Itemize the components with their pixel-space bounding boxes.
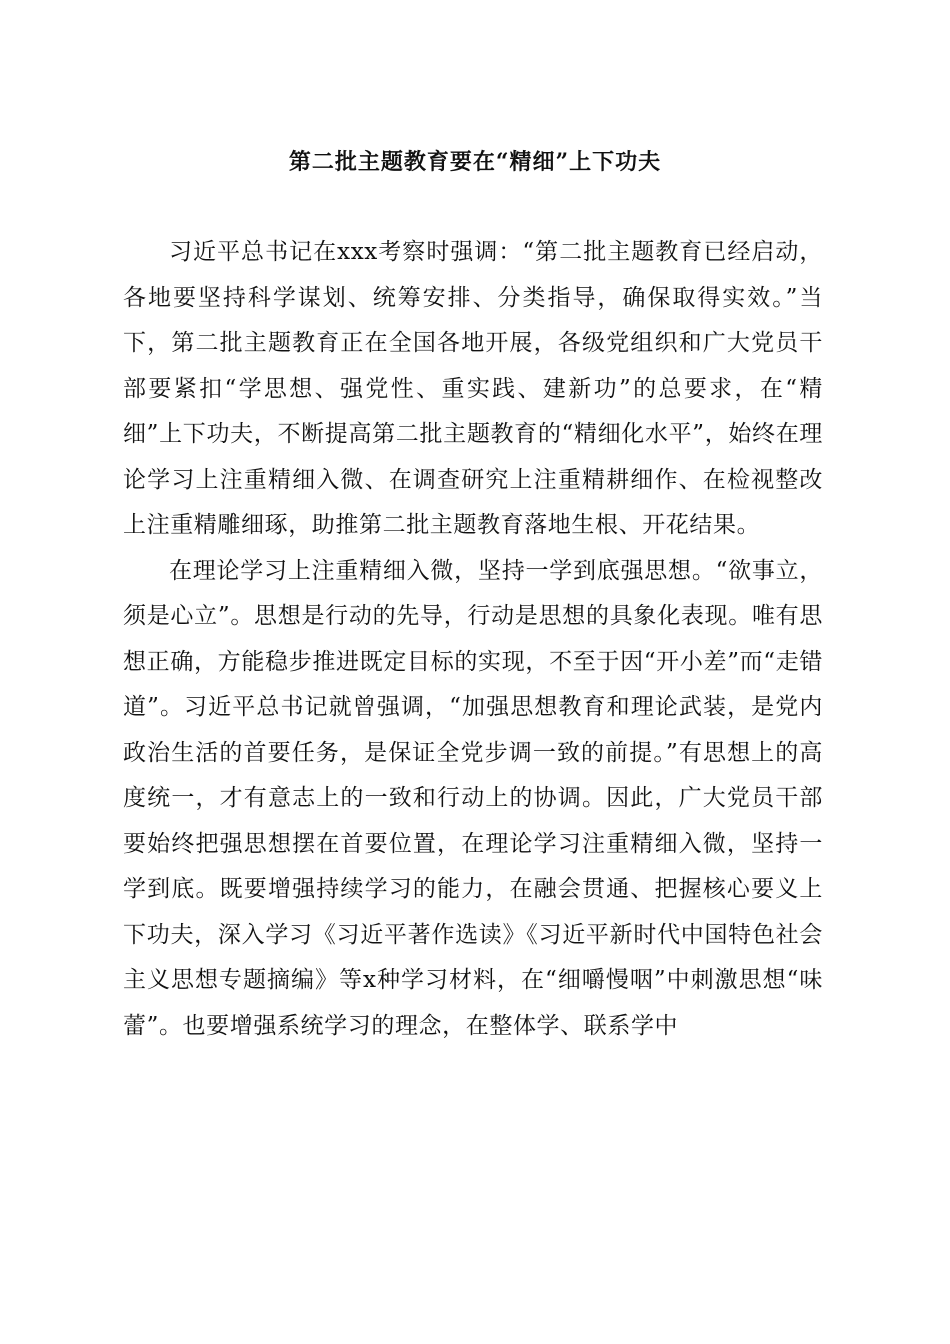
document-body [123, 230, 823, 1049]
paragraph-theory-study: 在理论学习上注重精细入微，坚持一学到底强思想。“欲事立，须是心立”。思想是行动的先导，行动是思想的具象化表现。唯有思想正确，方能稳步推进既定目标的实现，不至于因“开小差”而“走错道”。习近平总书记就曾强调，“加强思想教育和理论武装，是党内政治生活的首要任务，是保证全党步调一致的前提。”有思想上的高度统一，才有意志上的一致和行动上的协调。因此，广大党员干部要始终把强思想摆在首要位置，在理论学习注重精细入微，坚持一学到底。既要增强持续学习的能力，在融会贯通、把握核心要义上下功夫，深入学习《习近平著作选读》《习近平新时代中国特色社会主义思想专题摘编》等x种学习材料，在“细嚼慢咽”中刺激思想“味蕾”。也要增强系统学习的理念，在整体学、联系学中 [123, 557, 823, 1039]
document-title: 第二批主题教育要在“精细”上下功夫 [288, 149, 662, 175]
paragraph-intro: 习近平总书记在xxx考察时强调：“第二批主题教育已经启动，各地要坚持科学谋划、统筹安排、分类指导，确保取得实效。”当下，第二批主题教育正在全国各地开展，各级党组织和广大党员干部要紧扣“学思想、强党性、重实践、建新功”的总要求，在“精细”上下功夫，不断提高第二批主题教育的“精细化水平”，始终在理论学习上注重精细入微、在调查研究上注重精耕细作、在检视整改上注重精雕细琢，助推第二批主题教育落地生根、开花结果。 [123, 239, 823, 538]
